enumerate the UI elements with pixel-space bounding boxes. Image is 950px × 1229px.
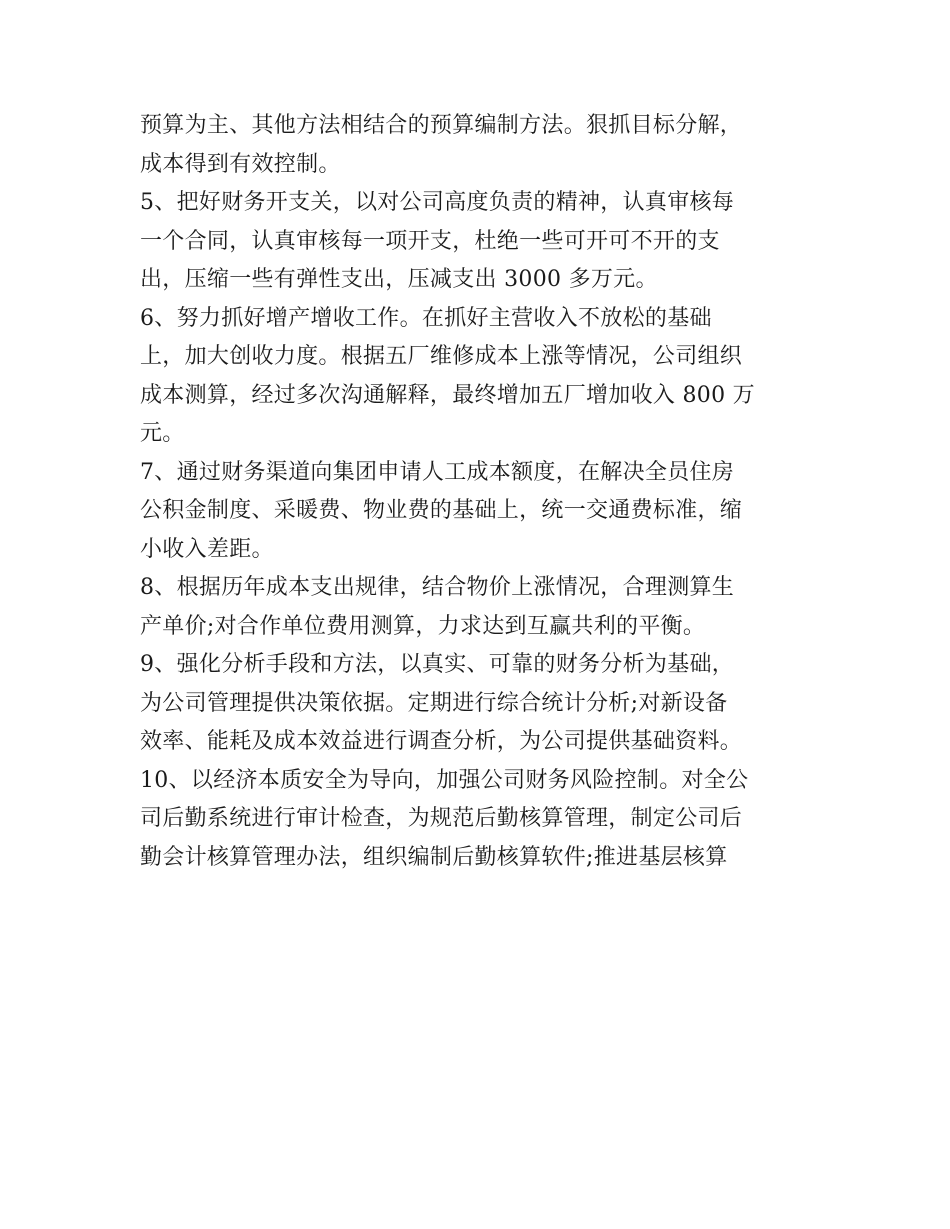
text-line: 司后勤系统进行审计检查，为规范后勤核算管理，制定公司后 [140, 806, 743, 831]
text-line: 为公司管理提供决策依据。定期进行综合统计分析;对新设备 [140, 690, 728, 716]
text-line: 小收入差距。 [140, 536, 274, 562]
text-line: 勤会计核算管理办法，组织编制后勤核算软件;推进基层核算 [140, 844, 728, 870]
text-line: 9、强化分析手段和方法，以真实、可靠的财务分析为基础， [140, 652, 735, 677]
text-line: 效率、能耗及成本效益进行调查分析，为公司提供基础资料。 [140, 729, 743, 754]
text-line: 6、努力抓好增产增收工作。在抓好主营收入不放松的基础 [140, 305, 712, 331]
text-line: 上，加大创收力度。根据五厂维修成本上涨等情况，公司组织 [140, 344, 743, 369]
text-line: 8、根据历年成本支出规律，结合物价上涨情况，合理测算生 [140, 575, 735, 600]
text-line: 成本得到有效控制。 [140, 151, 341, 177]
text-line: 公积金制度、采暖费、物业费的基础上，统一交通费标准，缩 [140, 498, 743, 523]
text-line: 10、以经济本质安全为导向，加强公司财务风险控制。对全公 [140, 767, 749, 793]
text-line: 预算为主、其他方法相结合的预算编制方法。狠抓目标分解， [140, 113, 743, 138]
text-line: 元。 [140, 421, 185, 446]
text-line: 一个合同，认真审核每一项开支，杜绝一些可开可不开的支 [140, 228, 720, 254]
text-line: 5、把好财务开支关，以对公司高度负责的精神，认真审核每 [140, 190, 735, 215]
document-page [140, 107, 820, 877]
text-line: 产单价;对合作单位费用测算，力求达到互赢共利的平衡。 [140, 613, 706, 639]
text-line: 7、通过财务渠道向集团申请人工成本额度，在解决全员住房 [140, 459, 735, 485]
text-line: 出，压缩一些有弹性支出，压减支出 3000 多万元。 [140, 267, 658, 292]
text-line: 成本测算，经过多次沟通解释，最终增加五厂增加收入 800 万 [140, 382, 755, 408]
